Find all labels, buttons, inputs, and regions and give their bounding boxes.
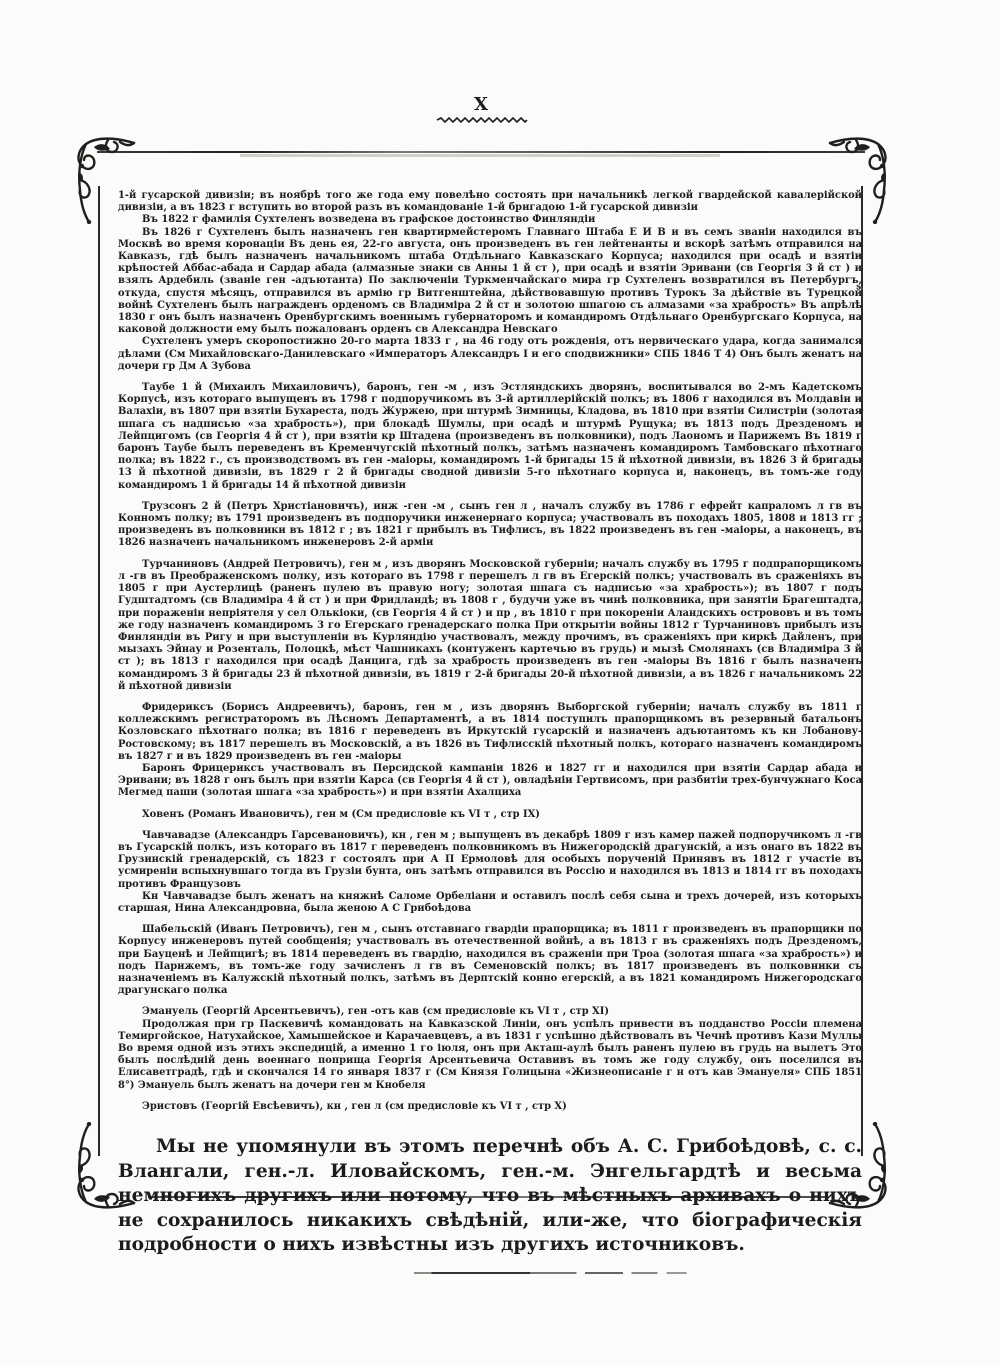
paragraph-suhtelen-continuation: 1-й гусарской дивизіи; въ ноябрѣ того же года ему повелѣно состоять при начальникѣ легкой гвардейской кавалерійской дивизіи, а въ 1823 г вступить во второй разъ въ командованіе 1-й бригадою 1-й гусарской дивизіи (118, 190, 862, 214)
paragraph-suhtelen-1822: Въ 1822 г фамилія Сухтеленъ возведена въ графское достоинство Финляндіи (142, 214, 596, 226)
paragraph-turchaninov: Турчаниновъ (Андрей Петровичъ), ген м , изъ дворянъ Московской губерніи; началъ службу въ 1795 г подпрапорщикомъ л -гв въ Преображенскомъ полку, изъ котораго въ 1798 г перешелъ л гв въ Егерскій полкъ; участвовалъ въ сраженіяхъ въ 1805 г при Аустерлицѣ (раненъ пулею въ правую ногу; золотая шпага съ надписью «за храбрость»); въ 1807 г подъ Гудштадтомъ (св Владиміра 4 й ст ) и при Фридландѣ; въ 1808 г , будучи уже въ чинѣ полковника, при занятіи Брагештадта, при пораженіи непріятеля у сел Олькіоки, (св Георгія 4 й ст ) и пр , въ 1810 г при покореніи Аландскихъ острововъ и въ томъ же году назначенъ командиромъ 3 го Егерскаго гренадерскаго полка При открытіи войны 1812 г Турчаниновъ прибылъ изъ Финляндіи въ Ригу и при выступленіи въ Курляндію участвовалъ, между прочимъ, въ сраженіяхъ при киркѣ Дайленъ, при мызахъ Эйнау и Розенталь, Полоцкѣ, мѣст Чашникахъ (контуженъ картечью въ грудь) и мызѣ Смолянахъ (св Владиміра 3 й ст ); въ 1813 г находился при осадѣ Данцига, гдѣ за храбрость произведенъ въ ген -маіоры Въ 1816 г былъ назначенъ командиромъ 3 й бригады 23 й пѣхотной дивизіи, въ 1819 г 2-й бригады 20-й пѣхотной дивизіи, а въ 1826 г начальникомъ 22 й пѣхотной дивизіи (118, 558, 862, 692)
end-divider-rule (414, 1272, 704, 1274)
frame-left-rule (98, 186, 100, 1156)
paragraph-taube: Таубе 1 й (Михаилъ Михаиловичъ), баронъ, ген -м , изъ Эстляндскихъ дворянъ, воспитывался во 2-мъ Кадетскомъ Корпусѣ, изъ котораго выпущенъ въ 1798 г подпоручикомъ въ 3-й артиллерійскій полкъ; въ 1806 г находился въ Молдавіи и Валахіи, въ 1807 при взятіи Бухареста, подъ Журжею, при штурмѣ Зимницы, Кладова, въ 1810 при взятіи Силистріи (золотая шпага съ надписью «за храбрость»), при блокадѣ Шумлы, при осадѣ и штурмѣ Рущука; въ 1813 подъ Дрезденомъ и Лейпцигомъ (св Георгія 4 й ст ), при взятіи кр Штадена (произведенъ въ полковники), подъ Лаономъ и Парижемъ Въ 1819 г баронъ Таубе былъ переведенъ въ Кременчугскій пѣхотный полкъ, затѣмъ назначенъ командиромъ Тамбовскаго пѣхотнаго полка; въ 1822 г., съ производствомъ въ ген -маіоры, командиромъ 1-й бригады 15 й пѣхотной дивизіи, въ 1826 3 й бригады 13 й пѣхотной дивизіи, въ 1829 г 2 й бригады сводной дивизіи 5-го пѣхотнаго корпуса и, наконецъ, въ томъ-же году командиромъ 1 й бригады 14 й пѣхотной дивизіи (118, 382, 862, 491)
paragraph-eristov: Эристовъ (Георгій Евсѣевичъ), кн , ген л (см предисловіе къ VI т , стр X) (142, 1100, 567, 1112)
paragraph-frideriks-campaigns: Баронъ Фрицериксъ участвовалъ въ Персидской кампаніи 1826 и 1827 гг и находился при взятіи Сардар абада и Эривани; въ 1828 г онъ былъ при взятіи Карса (св Георгія 4 й ст ), овладѣніи Гертвисомъ, при разбитіи трех-бунчужнаго Коса Мегмед паши (золотая шпага «за храбрость») и при взятіи Ахалциха (118, 762, 862, 799)
wavy-rule-icon (436, 116, 528, 124)
paragraph-shabelsky: Шабельскій (Иванъ Петровичъ), ген м , сынъ отставнаго гвардіи прапорщика; въ 1811 г произведенъ въ прапорщики по Корпусу инженеровъ путей сообщенія; участвовалъ въ отечественной войнѣ, а въ 1813 г въ сраженіяхъ подъ Дрезденомъ, при Бауценѣ и Лейпцигѣ; въ 1814 переведенъ въ гвардію, находился въ сраженіи при Троа (золотая шпага «за храбрость») и подъ Парижемъ, въ томъ-же году зачисленъ л гв въ Семеновскій полкъ; въ 1817 произведенъ въ полковники съ назначеніемъ въ Калужскій пѣхотный полкъ, затѣмъ въ Дерптскій конно егерскій, а въ 1821 командиромъ Нижегородскаго драгунскаго полка (118, 924, 862, 997)
paragraph-emanuel: Эмануель (Георгій Арсентьевичъ), ген -отъ кав (см предисловіе къ VI т , стр XI) (142, 1006, 609, 1018)
paragraph-suhtelen-1826: Въ 1826 г Сухтеленъ былъ назначенъ ген квартирмейстеромъ Главнаго Штаба Е И В и въ семъ званіи находился въ Москвѣ во время коронаціи Въ день ея, 22-го августа, онъ произведенъ въ ген лейтенанты и вскорѣ затѣмъ отправился на Кавказъ, гдѣ былъ назначенъ начальникомъ штаба Отдѣльнаго Кавказскаго Корпуса; находился при осадѣ и взятіи крѣпостей Аббас-абада и Сардар абада (алмазные знаки св Анны 1 й ст ), при осадѣ и взятіи Эривани (св Георгія 3 й ст ) и взялъ Ардебиль (званіе ген -адъютанта) По заключеніи Туркменчайскаго мира гр Сухтеленъ возвратился въ Петербургъ, откуда, спустя мѣсяцъ, отправился въ армію гр Витгенштейна, дѣйствовавшую противъ Турокъ За дѣйствіе въ Турецкой войнѣ Сухтеленъ былъ награжденъ орденомъ св Владиміра 2 й ст и золотою шпагою съ алмазами «за храбрость» Въ апрѣлѣ 1830 г онъ былъ назначенъ Оренбургскимъ военнымъ губернаторомъ и командиромъ Отдѣльнаго Оренбургскаго Корпуса, на каковой должности ему былъ пожалованъ орденъ св Александра Невскаго (118, 226, 862, 336)
paragraph-truzson: Трузсонъ 2 й (Петръ Христіановичъ), инж -ген -м , сынъ ген л , началъ службу въ 1786 г ефрейт капраломъ л гв въ Конномъ полку; въ 1791 произведенъ въ подпоручики инженернаго корпуса; участвовалъ въ походахъ 1805, 1808 и 1813 гг ; произведенъ въ полковники въ 1812 г ; въ 1821 г прибылъ въ Тифлисъ, въ 1822 произведенъ въ ген -маіоры, а наконецъ, въ 1826 назначенъ начальникомъ инженеровъ 2-й арміи (118, 500, 862, 549)
page-number: X (474, 94, 490, 115)
closing-note-paragraph: Мы не упомянули въ этомъ перечнѣ объ А. С. Грибоѣдовѣ, с. с. Влангали, ген.-л. Иловайскомъ, ген.-м. Энгельгардтѣ и весьма немногихъ другихъ или потому, что въ мѣстныхъ архивахъ о нихъ не сохранилось никакихъ свѣдѣній, или-же, что біографическія подробности о нихъ извѣстны изъ другихъ источниковъ. (118, 1136, 862, 1256)
paragraph-frideriks: Фридериксъ (Борисъ Андреевичъ), баронъ, ген м , изъ дворянъ Выборгской губерніи; началъ службу въ 1811 г коллежскимъ регистраторомъ въ Лѣсномъ Департаментѣ, а въ 1814 поступилъ прапорщикомъ въ резервный батальонъ Козловскаго пѣхотнаго полка; въ 1816 г переведенъ въ Иркутскій гусарскій и назначенъ адъютантомъ къ кн Лобанову-Ростовскому; въ 1817 перешелъ въ Московскій, а въ 1826 въ Тифлисскій пѣхотный полкъ, котораго назначенъ командиромъ въ 1827 г и въ 1829 произведенъ въ ген -маіоры (118, 701, 862, 762)
paragraph-emanuel-service: Продолжая при гр Паскевичѣ командовать на Кавказской Линіи, онъ успѣлъ привести въ подданство Россіи племена Темиргойское, Натухайское, Хамышейское и Карачаевцевъ, а въ 1831 г успѣшно дѣйствовалъ въ Чечнѣ противъ Кази Муллы Во время одной изъ этихъ экспедицій, а именно 1 го іюля, онъ при Акташ-аулѣ былъ раненъ пулею въ грудь на вылетъ Это былъ послѣдній день военнаго поприща Георгія Арсентьевича Оставивъ въ томъ же году службу, онъ поселился въ Елисаветградѣ, гдѣ и скончался 14 го января 1837 г (См Князя Голицына «Жизнеописаніе г н отъ кав Эмануеля» СПБ 1851 8°) Эмануель былъ женатъ на дочери ген м Кнобеля (118, 1018, 862, 1091)
page-header (0, 94, 964, 124)
frame-top-rule (97, 151, 865, 153)
paragraph-chavchavadze: Чавчавадзе (Александръ Гарсевановичъ), кн , ген м ; выпущенъ въ декабрѣ 1809 г изъ камер пажей подпоручикомъ л -гв въ Гусарскій полкъ, изъ котораго въ 1817 г переведенъ полковникомъ въ Нижегородскій драгунскій, а изъ онаго въ 1822 въ Грузинскій гренадерскій, съ 1823 г состоялъ при А П Ермоловѣ для особыхъ порученій Принявъ въ 1812 г участіе въ усмиреніи вспыхнувшаго тогда въ Грузіи бунта, онъ затѣмъ отправился въ Россію и находился въ 1813 и 1814 гг въ походахъ противъ Французовъ (118, 829, 862, 890)
paragraph-hoven: Ховенъ (Романъ Ивановичъ), ген м (См предисловіе къ VI т , стр IX) (142, 808, 540, 820)
frame-top-scan-shadow (240, 154, 720, 157)
paragraph-suhtelen-death: Сухтеленъ умеръ скоропостижно 20-го марта 1833 г , на 46 году отъ рожденія, отъ нервическаго удара, когда занимался дѣлами (См Михайловскаго-Данилевскаго «Императоръ Александръ I и его сподвижники» СПБ 1846 Т 4) Онъ былъ женатъ на дочери гр Дм А Зубова (118, 336, 862, 372)
paragraph-chavchavadze-family: Кн Чавчавадзе былъ женатъ на княжнѣ Саломе Орбеліани и оставилъ послѣ себя сына и трехъ дочерей, изъ которыхъ старшая, Нина Александровна, была женою А С Грибоѣдова (118, 890, 862, 914)
page-text-block (118, 190, 862, 1274)
